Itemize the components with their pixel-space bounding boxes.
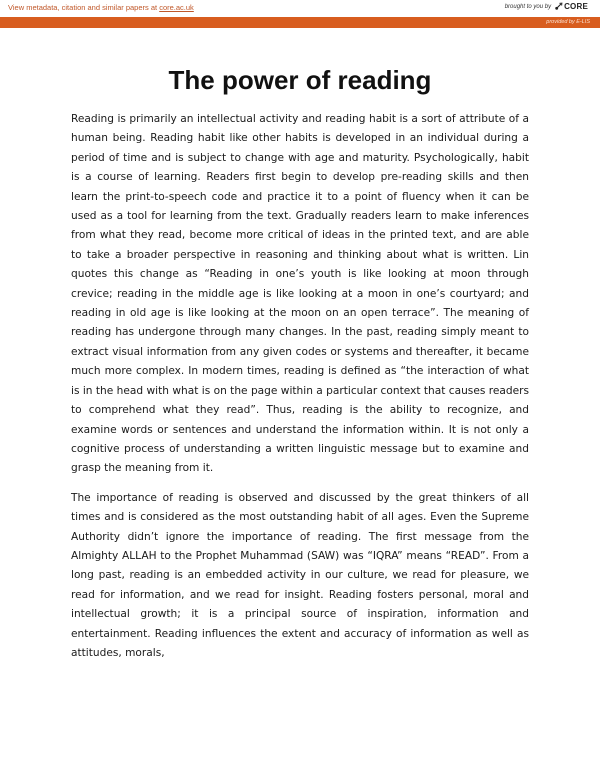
- provided-by-label: provided by E-LIS: [546, 18, 590, 25]
- brought-by-label: brought to you by: [504, 3, 552, 10]
- core-ac-uk-link[interactable]: core.ac.uk: [159, 3, 194, 12]
- metadata-prefix: View metadata, citation and similar papers at: [8, 3, 160, 12]
- paragraph-1: Reading is primarily an intellectual activity and reading habit is a sort of attribute of a human being. Reading habit like other habits is developed in an individual during a period of time and is subject to change with age and maturity. Psychologically, habit is a course of learning. Readers first begin to develop pre-reading skills and then learn the print-to-speech code and practice it to a point of fluency when it can be used as a tool for learning from the text. Gradually readers learn to make inferences from what they read, become more critical of ideas in the printed text, and are able to take a broader perspective in reasoning and thinking about what is written. Lin quotes this change as “Reading in one’s youth is like looking at moon through crevice; reading in the middle age is like looking at a moon in one’s courtyard; and reading in old age is like looking at the moon on an open terrace”. The meaning of reading has undergone through many changes. In the past, reading simply meant to extract visual information from any given codes or systems and thereafter, it became much more complex. In modern times, reading is defined as “the interaction of what is in the head with what is on the page within a particular context that causes readers to comprehend what they read”. Thus, reading is the ability to recognize, and examine words or sentences and understand the information within. It is not only a cognitive process of understanding a written linguistic message but to examine and grasp the meaning from it.: [71, 113, 529, 475]
- core-logo[interactable]: [554, 2, 588, 11]
- brought-by-core: [505, 2, 588, 11]
- core-logo-text: CORE: [564, 2, 588, 11]
- document-title: The power of reading: [168, 65, 432, 95]
- provider-band: [0, 17, 600, 28]
- core-top-bar: [0, 0, 600, 17]
- core-logo-icon: [554, 2, 563, 11]
- metadata-link-line: [8, 3, 194, 12]
- document-body: [71, 110, 529, 673]
- paragraph-2: The importance of reading is observed and discussed by the great thinkers of all times and is considered as the most outstanding habit of all ages. Even the Supreme Authority didn’t ignore the importance of reading. The first message from the Almighty ALLAH to the Prophet Muhammad (SAW) was “IQRA” means “READ”. From a long past, reading is an embedded activity in our culture, we read for pleasure, we read for information, and we read for insight. Reading fosters personal, moral and intellectual growth; it is a principal source of inspiration, information and entertainment. Reading influences the extent and accuracy of information as well as attitudes, morals,: [71, 491, 529, 659]
